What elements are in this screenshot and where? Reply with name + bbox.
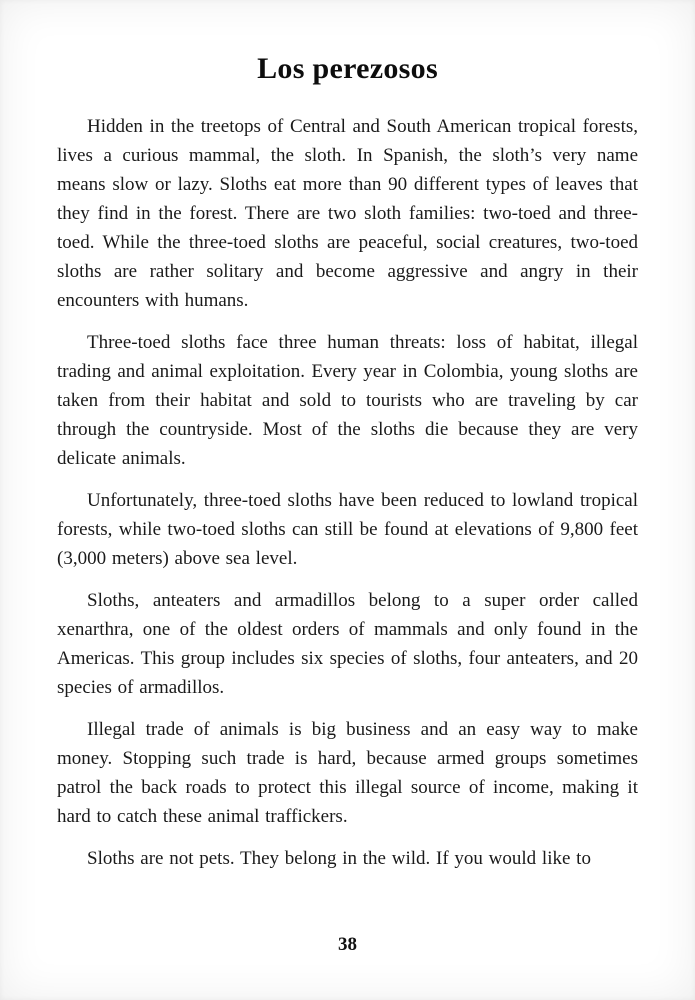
paragraph-5: Illegal trade of animals is big business and an easy way to make money. Stopping such trade is hard, because armed groups sometimes patrol the back roads to protect this illegal source of income, making it hard to catch these animal traffickers.: [57, 719, 638, 827]
paragraph-4: Sloths, anteaters and armadillos belong to a super order called xenarthra, one of the oldest orders of mammals and only found in the Americas. This group includes six species of sloths, four anteaters, and 20 species of armadillos.: [57, 590, 638, 698]
page-title: Los perezosos: [257, 52, 438, 85]
body-text: [57, 112, 638, 873]
paragraph-3: Unfortunately, three-toed sloths have been reduced to lowland tropical forests, while two-toed sloths can still be found at elevations of 9,800 feet (3,000 meters) above sea level.: [57, 490, 638, 569]
paragraph-2: Three-toed sloths face three human threats: loss of habitat, illegal trading and animal exploitation. Every year in Colombia, young sloths are taken from their habitat and sold to tourists who are traveling by car through the countryside. Most of the sloths die because they are very delicate animals.: [57, 332, 638, 469]
paragraph-1: Hidden in the treetops of Central and South American tropical forests, lives a curious mammal, the sloth. In Spanish, the sloth’s very name means slow or lazy. Sloths eat more than 90 different types of leaves that they find in the forest. There are two sloth families: two-toed and three-toed. While the three-toed sloths are peaceful, social creatures, two-toed sloths are rather solitary and become aggressive and angry in their encounters with humans.: [57, 116, 638, 311]
paragraph-6: Sloths are not pets. They belong in the wild. If you would like to: [87, 848, 591, 869]
page-number: 38: [338, 934, 357, 955]
